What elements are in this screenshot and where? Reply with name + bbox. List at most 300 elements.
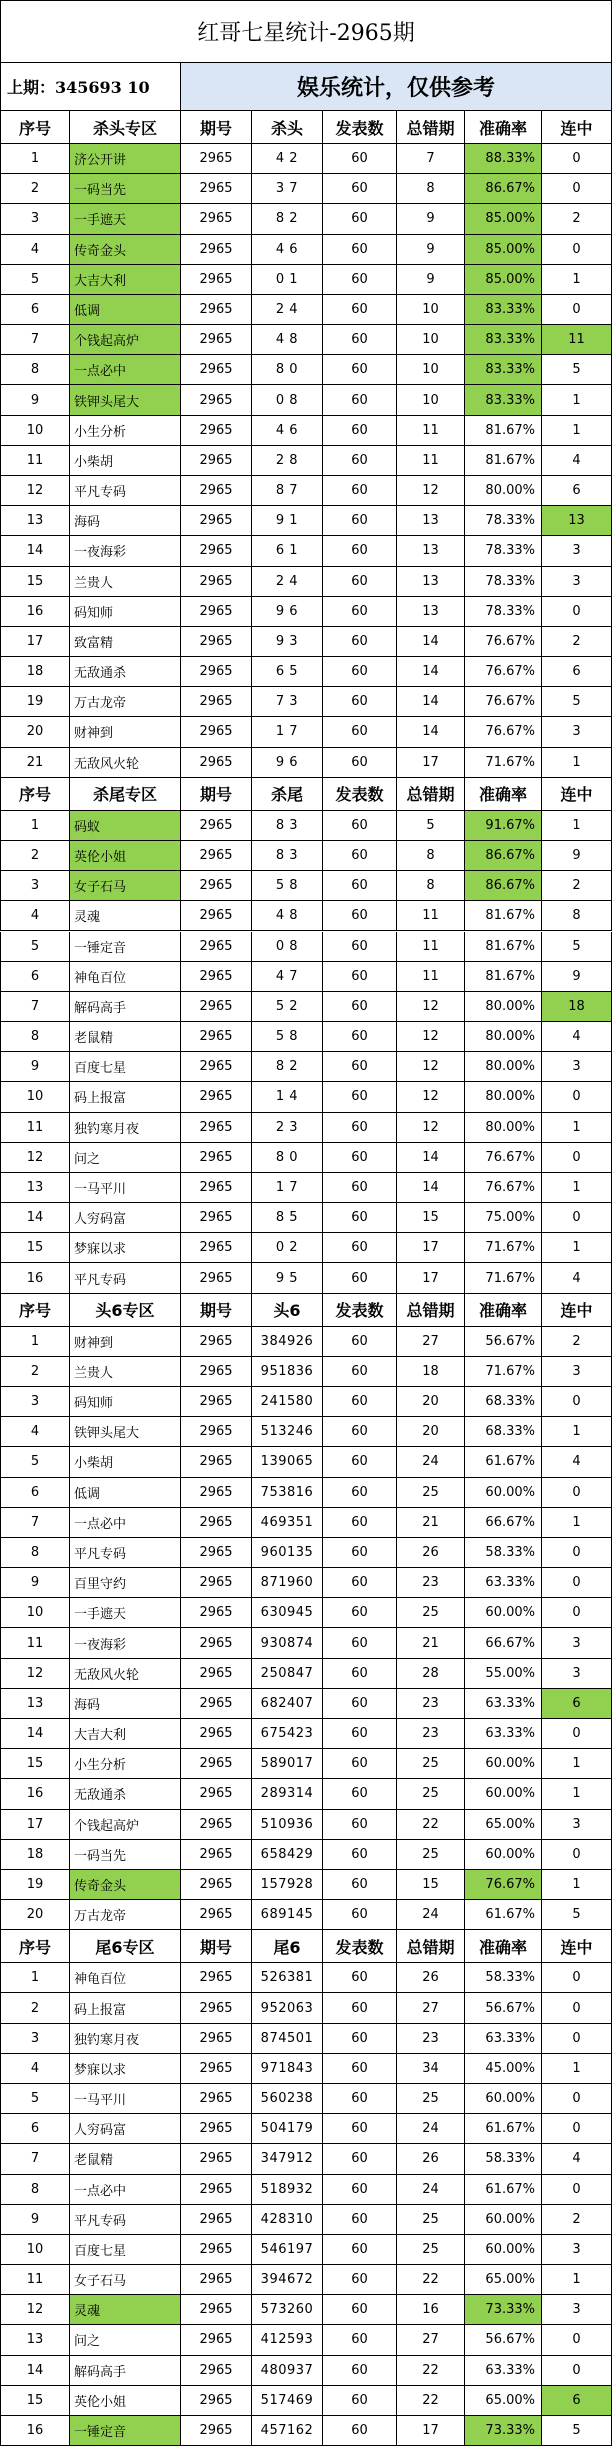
cell-name: 兰贵人 <box>70 567 181 597</box>
cell-value: 9 1 <box>252 506 323 536</box>
cell-index: 8 <box>0 2175 70 2205</box>
cell-value: 0 8 <box>252 932 323 962</box>
cell-errors: 15 <box>397 1870 465 1900</box>
cell-streak: 9 <box>542 841 612 871</box>
table-row <box>0 1113 612 1143</box>
cell-name: 海码 <box>70 1689 181 1719</box>
table-row <box>0 1263 612 1293</box>
cell-accuracy: 73.33% <box>465 2295 542 2325</box>
cell-issue: 2965 <box>181 748 252 778</box>
cell-issue: 2965 <box>181 1749 252 1779</box>
cell-issue: 2965 <box>181 1478 252 1508</box>
cell-errors: 11 <box>397 446 465 476</box>
table-row <box>0 901 612 931</box>
cell-index: 16 <box>0 597 70 627</box>
cell-issue: 2965 <box>181 1357 252 1387</box>
cell-name: 问之 <box>70 2325 181 2355</box>
table-row <box>0 536 612 566</box>
cell-name: 码蚁 <box>70 811 181 841</box>
cell-errors: 5 <box>397 811 465 841</box>
table-row <box>0 2416 612 2446</box>
cell-issue: 2965 <box>181 1598 252 1628</box>
cell-value: 139065 <box>252 1447 323 1477</box>
cell-index: 14 <box>0 1203 70 1233</box>
cell-posts: 60 <box>323 1082 397 1112</box>
cell-name: 铁钾头尾大 <box>70 385 181 415</box>
cell-posts: 60 <box>323 1052 397 1082</box>
cell-issue: 2965 <box>181 235 252 265</box>
cell-accuracy: 76.67% <box>465 717 542 747</box>
cell-index: 2 <box>0 1993 70 2023</box>
cell-value: 971843 <box>252 2054 323 2084</box>
cell-posts: 60 <box>323 1659 397 1689</box>
cell-posts: 60 <box>323 2175 397 2205</box>
cell-accuracy: 76.67% <box>465 1870 542 1900</box>
page-title: 红哥七星统计-2965期 <box>0 0 612 63</box>
table-row <box>0 385 612 415</box>
cell-accuracy: 63.33% <box>465 1719 542 1749</box>
cell-accuracy: 55.00% <box>465 1659 542 1689</box>
cell-value: 428310 <box>252 2205 323 2235</box>
cell-index: 18 <box>0 657 70 687</box>
cell-index: 16 <box>0 2416 70 2446</box>
cell-streak: 1 <box>542 1233 612 1263</box>
cell-posts: 60 <box>323 2295 397 2325</box>
table-row <box>0 446 612 476</box>
table-row <box>0 1052 612 1082</box>
cell-accuracy: 45.00% <box>465 2054 542 2084</box>
cell-streak: 0 <box>542 1082 612 1112</box>
cell-value: 518932 <box>252 2175 323 2205</box>
cell-accuracy: 81.67% <box>465 932 542 962</box>
cell-errors: 24 <box>397 2175 465 2205</box>
table-row <box>0 506 612 536</box>
cell-name: 一点必中 <box>70 1508 181 1538</box>
cell-accuracy: 71.67% <box>465 1263 542 1293</box>
cell-value: 8 7 <box>252 476 323 506</box>
cell-value: 3 7 <box>252 174 323 204</box>
cell-index: 8 <box>0 1022 70 1052</box>
cell-posts: 60 <box>323 2416 397 2446</box>
cell-value: 5 2 <box>252 992 323 1022</box>
cell-posts: 60 <box>323 1447 397 1477</box>
cell-posts: 60 <box>323 2054 397 2084</box>
cell-streak: 1 <box>542 1779 612 1809</box>
cell-streak: 0 <box>542 2084 612 2114</box>
cell-name: 英伦小姐 <box>70 2386 181 2416</box>
cell-issue: 2965 <box>181 597 252 627</box>
cell-errors: 11 <box>397 962 465 992</box>
cell-index: 2 <box>0 1357 70 1387</box>
header-name: 头6专区 <box>70 1294 181 1327</box>
cell-name: 解码高手 <box>70 2356 181 2386</box>
cell-issue: 2965 <box>181 811 252 841</box>
cell-issue: 2965 <box>181 204 252 234</box>
cell-issue: 2965 <box>181 2144 252 2174</box>
cell-name: 万古龙帝 <box>70 687 181 717</box>
cell-streak: 18 <box>542 992 612 1022</box>
header-issue: 期号 <box>181 111 252 144</box>
cell-streak: 5 <box>542 355 612 385</box>
cell-issue: 2965 <box>181 2205 252 2235</box>
cell-errors: 14 <box>397 657 465 687</box>
cell-issue: 2965 <box>181 1113 252 1143</box>
cell-posts: 60 <box>323 1478 397 1508</box>
cell-accuracy: 63.33% <box>465 1689 542 1719</box>
cell-posts: 60 <box>323 446 397 476</box>
header-accuracy: 准确率 <box>465 111 542 144</box>
cell-issue: 2965 <box>181 2175 252 2205</box>
cell-streak: 3 <box>542 717 612 747</box>
cell-accuracy: 63.33% <box>465 2356 542 2386</box>
cell-name: 财神到 <box>70 717 181 747</box>
cell-issue: 2965 <box>181 355 252 385</box>
cell-name: 解码高手 <box>70 992 181 1022</box>
cell-accuracy: 56.67% <box>465 1993 542 2023</box>
cell-issue: 2965 <box>181 1900 252 1930</box>
cell-index: 9 <box>0 2205 70 2235</box>
table-row <box>0 597 612 627</box>
cell-index: 18 <box>0 1840 70 1870</box>
cell-value: 1 7 <box>252 717 323 747</box>
header-name: 杀头专区 <box>70 111 181 144</box>
cell-name: 平凡专码 <box>70 1538 181 1568</box>
header-posts: 发表数 <box>323 111 397 144</box>
cell-accuracy: 75.00% <box>465 1203 542 1233</box>
cell-index: 19 <box>0 1870 70 1900</box>
header-errors: 总错期 <box>397 1294 465 1327</box>
cell-index: 19 <box>0 687 70 717</box>
cell-errors: 26 <box>397 1963 465 1993</box>
table-row <box>0 748 612 778</box>
table-row <box>0 2144 612 2174</box>
cell-value: 504179 <box>252 2114 323 2144</box>
cell-value: 630945 <box>252 1598 323 1628</box>
cell-issue: 2965 <box>181 506 252 536</box>
cell-posts: 60 <box>323 1417 397 1447</box>
table-row <box>0 1749 612 1779</box>
cell-name: 平凡专码 <box>70 2205 181 2235</box>
cell-index: 10 <box>0 416 70 446</box>
cell-index: 13 <box>0 506 70 536</box>
cell-posts: 60 <box>323 1538 397 1568</box>
cell-posts: 60 <box>323 235 397 265</box>
cell-value: 960135 <box>252 1538 323 1568</box>
cell-index: 4 <box>0 901 70 931</box>
cell-errors: 25 <box>397 2084 465 2114</box>
cell-posts: 60 <box>323 1993 397 2023</box>
table-row <box>0 416 612 446</box>
table-row <box>0 1719 612 1749</box>
cell-streak: 0 <box>542 1993 612 2023</box>
cell-streak: 3 <box>542 1052 612 1082</box>
cell-errors: 25 <box>397 1840 465 1870</box>
subheader-row <box>0 63 612 111</box>
table-row <box>0 2175 612 2205</box>
cell-index: 6 <box>0 2114 70 2144</box>
header-value: 尾6 <box>252 1930 323 1963</box>
cell-value: 2 8 <box>252 446 323 476</box>
cell-accuracy: 85.00% <box>465 265 542 295</box>
cell-name: 一马平川 <box>70 1173 181 1203</box>
cell-index: 7 <box>0 1508 70 1538</box>
cell-index: 4 <box>0 2054 70 2084</box>
cell-errors: 24 <box>397 2114 465 2144</box>
cell-index: 15 <box>0 2386 70 2416</box>
cell-name: 灵魂 <box>70 901 181 931</box>
table-row <box>0 1357 612 1387</box>
cell-posts: 60 <box>323 2265 397 2295</box>
cell-errors: 12 <box>397 1022 465 1052</box>
table-row <box>0 1143 612 1173</box>
cell-accuracy: 68.33% <box>465 1417 542 1447</box>
cell-errors: 15 <box>397 1203 465 1233</box>
cell-streak: 2 <box>542 871 612 901</box>
cell-value: 4 7 <box>252 962 323 992</box>
header-streak: 连中 <box>542 1294 612 1327</box>
cell-posts: 60 <box>323 144 397 174</box>
table-row <box>0 1628 612 1658</box>
cell-streak: 4 <box>542 1447 612 1477</box>
cell-streak: 9 <box>542 962 612 992</box>
table-row <box>0 2084 612 2114</box>
cell-name: 一点必中 <box>70 355 181 385</box>
cell-errors: 16 <box>397 2295 465 2325</box>
cell-streak: 0 <box>542 2024 612 2054</box>
cell-errors: 9 <box>397 265 465 295</box>
cell-errors: 14 <box>397 687 465 717</box>
cell-value: 6 1 <box>252 536 323 566</box>
table-row <box>0 1203 612 1233</box>
kill-head-header-row <box>0 111 612 144</box>
cell-accuracy: 60.00% <box>465 2235 542 2265</box>
cell-value: 546197 <box>252 2235 323 2265</box>
cell-index: 11 <box>0 2265 70 2295</box>
cell-name: 码上报富 <box>70 1993 181 2023</box>
cell-streak: 1 <box>542 1113 612 1143</box>
cell-posts: 60 <box>323 204 397 234</box>
cell-issue: 2965 <box>181 1810 252 1840</box>
cell-name: 海码 <box>70 506 181 536</box>
header-index: 序号 <box>0 1930 70 1963</box>
cell-streak: 0 <box>542 1840 612 1870</box>
cell-streak: 1 <box>542 385 612 415</box>
cell-value: 658429 <box>252 1840 323 1870</box>
cell-issue: 2965 <box>181 2024 252 2054</box>
cell-index: 7 <box>0 325 70 355</box>
cell-posts: 60 <box>323 2325 397 2355</box>
cell-index: 10 <box>0 2235 70 2265</box>
cell-index: 9 <box>0 1052 70 1082</box>
cell-streak: 0 <box>542 1143 612 1173</box>
cell-accuracy: 86.67% <box>465 871 542 901</box>
table-row <box>0 2114 612 2144</box>
cell-name: 梦寐以求 <box>70 2054 181 2084</box>
cell-streak: 0 <box>542 1203 612 1233</box>
cell-name: 独钓寒月夜 <box>70 2024 181 2054</box>
cell-name: 小生分析 <box>70 1749 181 1779</box>
header-accuracy: 准确率 <box>465 1294 542 1327</box>
last-issue-label: 上期：345693 10 <box>0 63 181 111</box>
table-row <box>0 204 612 234</box>
cell-posts: 60 <box>323 1628 397 1658</box>
cell-streak: 3 <box>542 1357 612 1387</box>
header-issue: 期号 <box>181 778 252 811</box>
header-streak: 连中 <box>542 1930 612 1963</box>
cell-errors: 7 <box>397 144 465 174</box>
cell-accuracy: 65.00% <box>465 2265 542 2295</box>
cell-name: 一夜海彩 <box>70 1628 181 1658</box>
tail6-header-row <box>0 1930 612 1963</box>
cell-issue: 2965 <box>181 1628 252 1658</box>
cell-issue: 2965 <box>181 385 252 415</box>
cell-posts: 60 <box>323 174 397 204</box>
cell-errors: 22 <box>397 2356 465 2386</box>
table-row <box>0 1233 612 1263</box>
cell-index: 5 <box>0 265 70 295</box>
cell-streak: 1 <box>542 2054 612 2084</box>
cell-value: 560238 <box>252 2084 323 2114</box>
cell-name: 问之 <box>70 1143 181 1173</box>
cell-issue: 2965 <box>181 1233 252 1263</box>
cell-index: 17 <box>0 1810 70 1840</box>
cell-index: 1 <box>0 1327 70 1357</box>
cell-issue: 2965 <box>181 1052 252 1082</box>
cell-value: 871960 <box>252 1568 323 1598</box>
cell-issue: 2965 <box>181 1568 252 1598</box>
cell-streak: 0 <box>542 1598 612 1628</box>
cell-issue: 2965 <box>181 1963 252 1993</box>
cell-name: 一锤定音 <box>70 2416 181 2446</box>
cell-index: 4 <box>0 235 70 265</box>
cell-accuracy: 76.67% <box>465 1173 542 1203</box>
cell-index: 12 <box>0 1659 70 1689</box>
cell-posts: 60 <box>323 265 397 295</box>
cell-issue: 2965 <box>181 265 252 295</box>
cell-errors: 13 <box>397 536 465 566</box>
cell-issue: 2965 <box>181 1870 252 1900</box>
cell-posts: 60 <box>323 1749 397 1779</box>
cell-accuracy: 60.00% <box>465 1840 542 1870</box>
cell-posts: 60 <box>323 355 397 385</box>
cell-issue: 2965 <box>181 1417 252 1447</box>
cell-issue: 2965 <box>181 567 252 597</box>
cell-index: 5 <box>0 932 70 962</box>
cell-name: 无敌通杀 <box>70 1779 181 1809</box>
header-value: 杀头 <box>252 111 323 144</box>
cell-name: 神龟百位 <box>70 962 181 992</box>
cell-name: 万古龙帝 <box>70 1900 181 1930</box>
cell-name: 济公开讲 <box>70 144 181 174</box>
cell-accuracy: 63.33% <box>465 1568 542 1598</box>
cell-issue: 2965 <box>181 717 252 747</box>
cell-index: 13 <box>0 1173 70 1203</box>
header-errors: 总错期 <box>397 1930 465 1963</box>
cell-issue: 2965 <box>181 2386 252 2416</box>
cell-value: 457162 <box>252 2416 323 2446</box>
table-row <box>0 1508 612 1538</box>
cell-accuracy: 65.00% <box>465 2386 542 2416</box>
cell-issue: 2965 <box>181 446 252 476</box>
cell-index: 6 <box>0 1478 70 1508</box>
cell-issue: 2965 <box>181 687 252 717</box>
cell-name: 铁钾头尾大 <box>70 1417 181 1447</box>
cell-posts: 60 <box>323 1143 397 1173</box>
cell-issue: 2965 <box>181 2356 252 2386</box>
table-row <box>0 355 612 385</box>
cell-value: 4 6 <box>252 235 323 265</box>
cell-errors: 12 <box>397 992 465 1022</box>
cell-streak: 1 <box>542 1508 612 1538</box>
cell-value: 8 3 <box>252 841 323 871</box>
kill-tail-header-row <box>0 778 612 811</box>
cell-name: 一手遮天 <box>70 1598 181 1628</box>
cell-value: 8 2 <box>252 204 323 234</box>
cell-streak: 0 <box>542 1478 612 1508</box>
cell-streak: 3 <box>542 536 612 566</box>
cell-name: 一夜海彩 <box>70 536 181 566</box>
cell-index: 11 <box>0 1628 70 1658</box>
cell-errors: 17 <box>397 748 465 778</box>
cell-value: 289314 <box>252 1779 323 1809</box>
cell-index: 14 <box>0 1719 70 1749</box>
table-row <box>0 1779 612 1809</box>
cell-streak: 1 <box>542 1870 612 1900</box>
cell-posts: 60 <box>323 1598 397 1628</box>
table-row <box>0 1689 612 1719</box>
cell-errors: 27 <box>397 2325 465 2355</box>
cell-issue: 2965 <box>181 901 252 931</box>
table-row <box>0 1478 612 1508</box>
header-errors: 总错期 <box>397 111 465 144</box>
cell-issue: 2965 <box>181 174 252 204</box>
cell-errors: 12 <box>397 1052 465 1082</box>
cell-value: 513246 <box>252 1417 323 1447</box>
cell-accuracy: 83.33% <box>465 325 542 355</box>
cell-accuracy: 85.00% <box>465 235 542 265</box>
cell-name: 一马平川 <box>70 2084 181 2114</box>
cell-name: 无敌风火轮 <box>70 1659 181 1689</box>
cell-posts: 60 <box>323 476 397 506</box>
cell-streak: 5 <box>542 687 612 717</box>
cell-posts: 60 <box>323 1327 397 1357</box>
cell-posts: 60 <box>323 841 397 871</box>
cell-accuracy: 80.00% <box>465 992 542 1022</box>
cell-streak: 2 <box>542 2205 612 2235</box>
header-value: 头6 <box>252 1294 323 1327</box>
table-row <box>0 627 612 657</box>
cell-value: 951836 <box>252 1357 323 1387</box>
cell-value: 874501 <box>252 2024 323 2054</box>
cell-value: 0 1 <box>252 265 323 295</box>
cell-name: 平凡专码 <box>70 476 181 506</box>
cell-issue: 2965 <box>181 2235 252 2265</box>
header-value: 杀尾 <box>252 778 323 811</box>
cell-name: 人穷码富 <box>70 2114 181 2144</box>
table-row <box>0 2386 612 2416</box>
cell-streak: 3 <box>542 2235 612 2265</box>
cell-name: 平凡专码 <box>70 1263 181 1293</box>
cell-name: 码知师 <box>70 597 181 627</box>
cell-accuracy: 68.33% <box>465 1387 542 1417</box>
cell-streak: 13 <box>542 506 612 536</box>
cell-streak: 2 <box>542 1327 612 1357</box>
cell-name: 灵魂 <box>70 2295 181 2325</box>
cell-posts: 60 <box>323 657 397 687</box>
cell-index: 7 <box>0 2144 70 2174</box>
cell-issue: 2965 <box>181 1538 252 1568</box>
cell-accuracy: 78.33% <box>465 567 542 597</box>
